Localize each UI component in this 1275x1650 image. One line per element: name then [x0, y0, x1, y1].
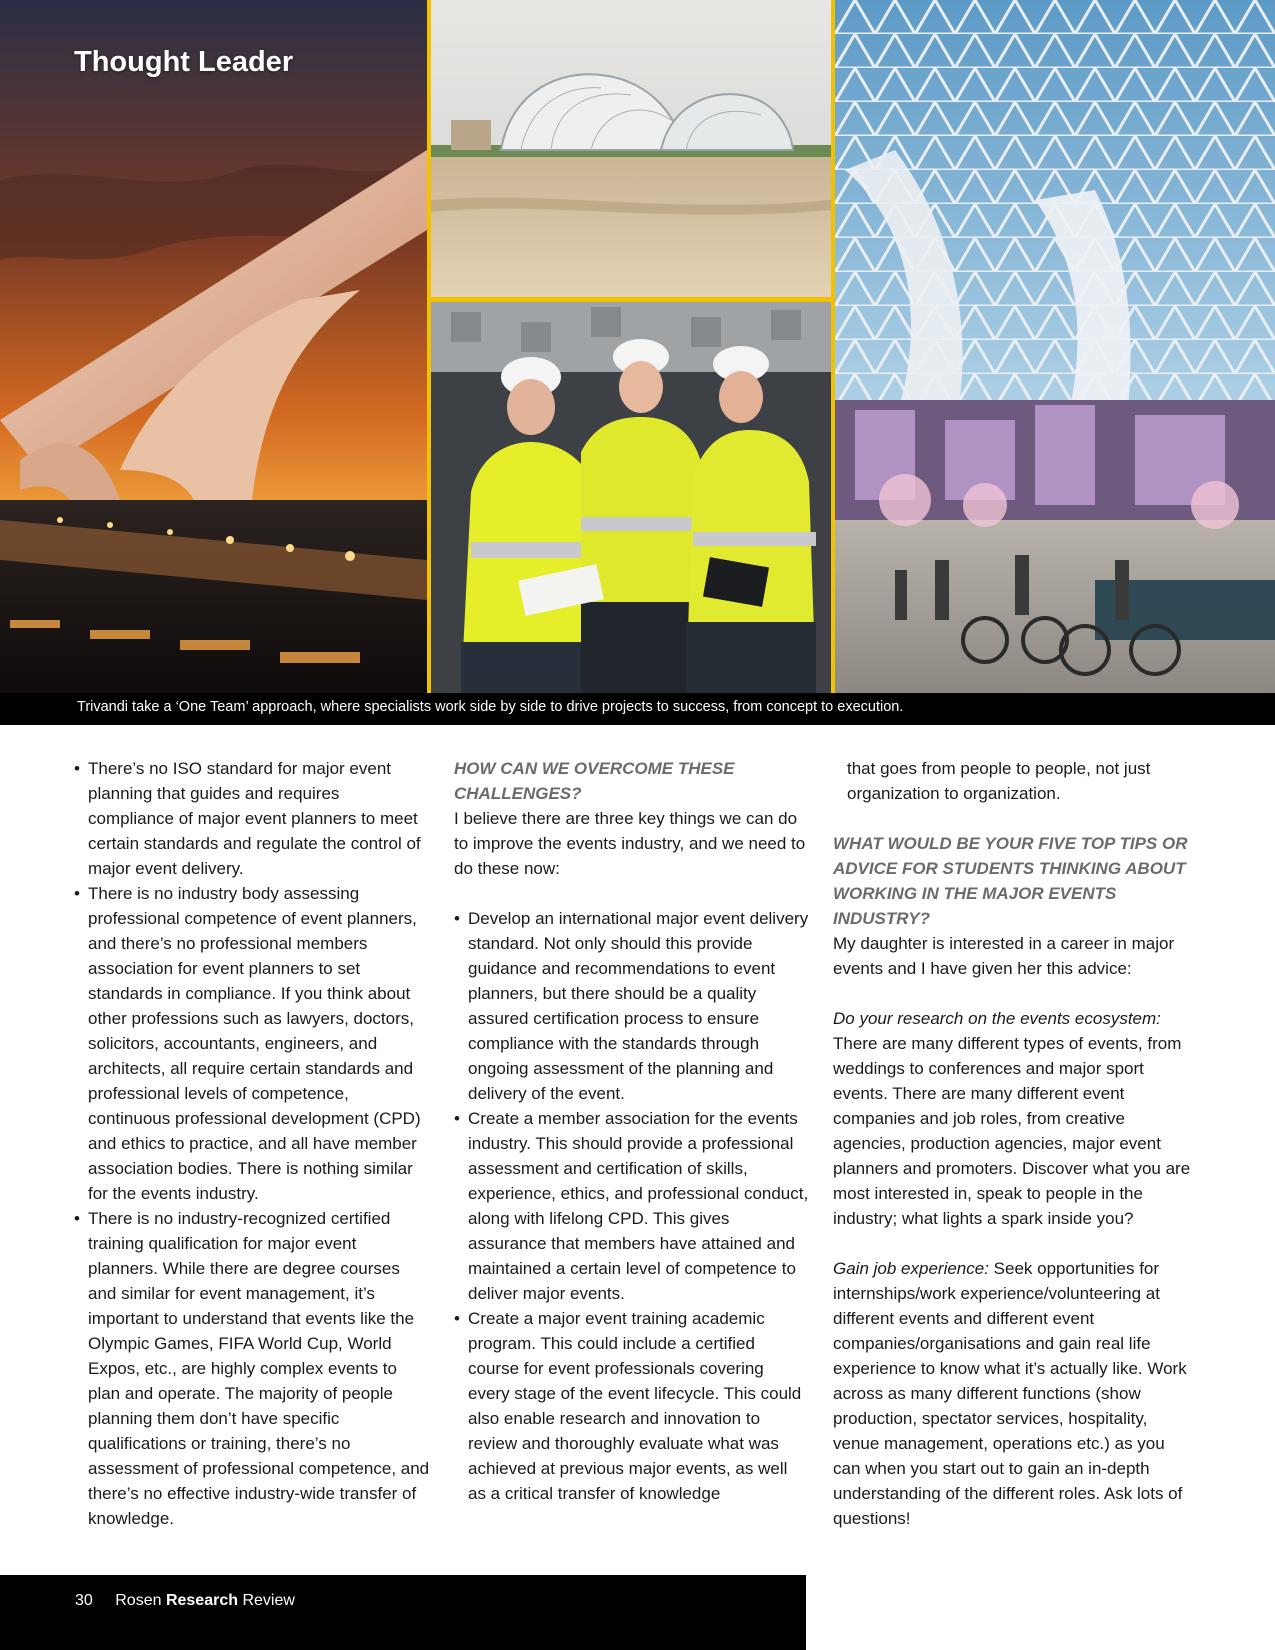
text-column-2 — [454, 756, 810, 1506]
section-label: Thought Leader — [74, 46, 294, 78]
publication-name-part: Review — [242, 1592, 295, 1609]
photo-expo-canopy — [835, 0, 1275, 693]
section-heading-overcome: HOW CAN WE OVERCOME THESE CHALLENGES? — [454, 759, 735, 803]
text-column-1 — [74, 756, 430, 1531]
body-paragraph: I believe there are three key things we can do to improve the events industry, and we need to do these now: — [454, 809, 806, 878]
photo-glass-domes — [431, 0, 831, 297]
paragraph-spacer — [833, 806, 1193, 831]
list-item: • There is no industry-recognized certified training qualification for major event planners. While there are degree courses and similar for event management, it’s important to understand that events like the Olympic Games, FIFA World Cup, World Expos, etc., are highly complex events to plan and operate. The majority of people planning them don’t have specific qualifications or training, there’s no assessment of professional competence, and there’s no effective industry-wide transfer of knowledge. — [74, 1206, 430, 1531]
list-item: • There’s no ISO standard for major event planning that guides and requires compliance of major event planners to meet certain standards and regulate the control of major event delivery. — [74, 756, 430, 881]
list-item: • Create a major event training academic program. This could include a certified course for event professionals covering every stage of the event lifecycle. This could also enable research and innovation to review and thoroughly evaluate what was achieved at previous major events, as well as a critical transfer of knowledge — [454, 1306, 810, 1506]
photo-engineers-team — [431, 302, 831, 693]
publication-name-part: Rosen — [115, 1592, 162, 1609]
paragraph-spacer — [454, 881, 810, 906]
tip-body: There are many different types of events, from weddings to conferences and major sport events. There are many different event companies and job roles, from creative agencies, production agencies, major event planners and promoters. Discover what you are most interested in, speak to people in the industry; what lights a spark inside you? — [833, 1034, 1191, 1228]
list-item: • Create a member association for the events industry. This should provide a professional assessment and certification of skills, experience, ethics, and professional conduct, along with lifelong CPD. This gives assurance that members have attained and maintained a certain level of competence to deliver major events. — [454, 1106, 810, 1306]
footer-text — [75, 1592, 295, 1610]
list-item: • Develop an international major event delivery standard. Not only should this provide guidance and recommendations to event planners, but there should be a quality assured certification process to ensure compliance with the standards through ongoing assessment of the planning and delivery of the event. — [454, 906, 810, 1106]
photo-stadium-dusk — [0, 0, 427, 693]
page-number: 30 — [75, 1592, 93, 1609]
footer-bar — [0, 1575, 806, 1650]
section-heading-tips: WHAT WOULD BE YOUR FIVE TOP TIPS OR ADVICE FOR STUDENTS THINKING ABOUT WORKING IN THE MAJOR EVENTS INDUSTRY? — [833, 834, 1188, 928]
publication-name-bold: Research — [165, 1592, 238, 1609]
body-paragraph: My daughter is interested in a career in major events and I have given her this advice: — [833, 934, 1175, 978]
list-item-continuation: that goes from people to people, not just organization to organization. — [847, 759, 1151, 803]
solutions-list — [454, 906, 810, 1506]
photo-caption: Trivandi take a ‘One Team’ approach, where specialists work side by side to drive projects to success, from concept to execution. — [77, 699, 904, 715]
tip-research — [833, 1006, 1193, 1231]
text-column-3 — [833, 756, 1193, 1531]
paragraph-spacer — [833, 981, 1193, 1006]
tip-title: Gain job experience: — [833, 1259, 989, 1278]
hero-photo-collage — [0, 0, 1275, 693]
tip-title: Do your research on the events ecosystem: — [833, 1009, 1161, 1028]
challenges-list — [74, 756, 430, 1531]
list-item: • There is no industry body assessing professional competence of event planners, and there’s no professional members association for event planners to set standards in compliance. If you think about other professions such as lawyers, doctors, solicitors, accountants, engineers, and architects, all require certain standards and professional levels of competence, continuous professional development (CPD) and ethics to practice, and all have member association bodies. There is nothing similar for the events industry. — [74, 881, 430, 1206]
tip-body: Seek opportunities for internships/work experience/volunteering at different events and different event companies/organisations and gain real life experience to know what it’s actually like. Work across as many different functions (show production, spectator services, hospitality, venue management, operations etc.) as you can when you start out to gain an in-depth understanding of the different roles. Ask lots of questions! — [833, 1259, 1187, 1528]
paragraph-spacer — [833, 1231, 1193, 1256]
tip-experience — [833, 1256, 1193, 1531]
photo-caption-bar — [0, 693, 1275, 725]
